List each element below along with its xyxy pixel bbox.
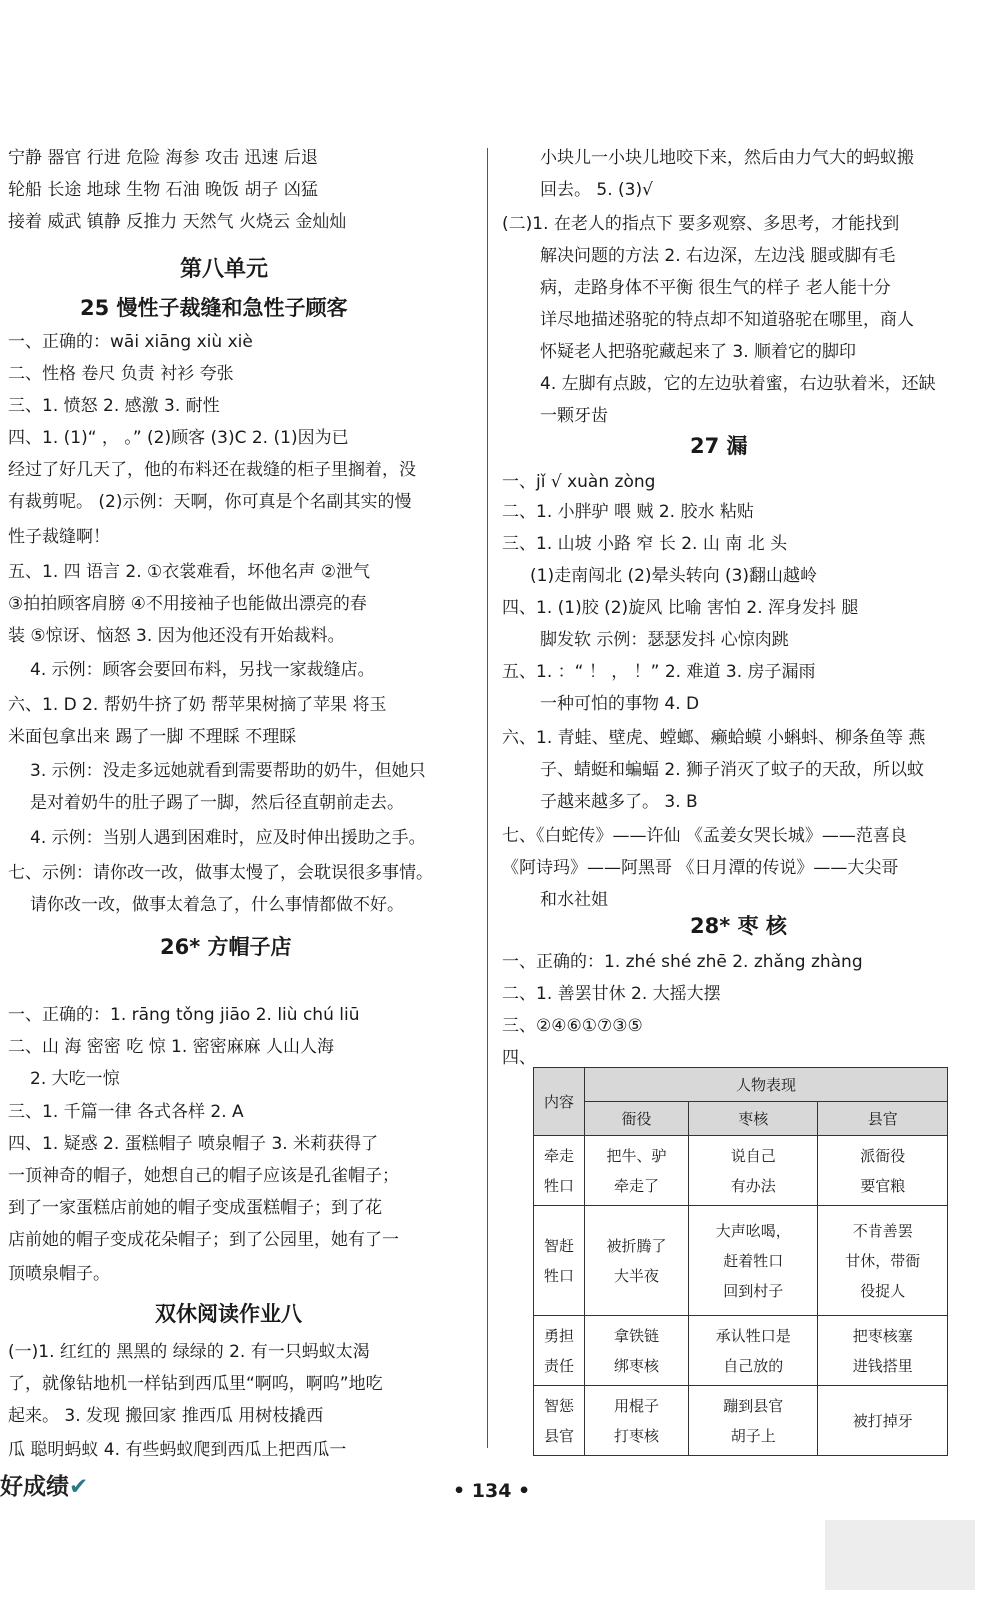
cell-line: 牵走	[543, 1146, 574, 1165]
cell-line: 牲口	[543, 1176, 574, 1195]
cell-line: 被折腾了	[606, 1236, 667, 1255]
text-line: 二、1. 善罢甘休 2. 大摇大摆	[502, 984, 721, 1004]
text-line: 2. 大吃一惊	[30, 1069, 120, 1089]
text-line: 是对着奶牛的肚子踢了一脚，然后径直朝前走去。	[30, 793, 404, 813]
table-row-label	[534, 1136, 585, 1206]
answer-table	[533, 1067, 948, 1456]
text-line: 一、jǐ √ xuàn zòng	[502, 472, 656, 492]
cell-line: 牵走了	[613, 1176, 659, 1195]
cell-line: 有办法	[730, 1176, 776, 1195]
lesson-title: 26* 方帽子店	[160, 935, 292, 959]
text-line: 二、性格 卷尺 负责 衬衫 夸张	[8, 364, 234, 384]
table-header-col: 县官	[818, 1102, 948, 1136]
text-line: (一)1. 红红的 黑黑的 绿绿的 2. 有一只蚂蚁太渴	[8, 1342, 370, 1362]
text-line: 怀疑老人把骆驼藏起来了 3. 顺着它的脚印	[540, 342, 857, 362]
cell-line: 勇担	[543, 1326, 574, 1345]
cell-line: 不肯善罢	[852, 1221, 913, 1240]
text-line: 3. 示例：没走多远她就看到需要帮助的奶牛，但她只	[30, 761, 426, 781]
lesson-title: 25 慢性子裁缝和急性子顾客	[80, 296, 348, 320]
text-line: 4. 左脚有点跛，它的左边驮着蜜，右边驮着米，还缺	[540, 374, 936, 394]
text-line: 详尽地描述骆驼的特点却不知道骆驼在哪里，商人	[540, 310, 914, 330]
text-line: 装 ⑤惊讶、恼怒 3. 因为他还没有开始裁料。	[8, 626, 345, 646]
text-line: 三、1. 山坡 小路 窄 长 2. 山 南 北 头	[502, 534, 788, 554]
table-row-label	[534, 1206, 585, 1316]
text-line: 子、蜻蜓和蝙蝠 2. 狮子消灭了蚊子的天敌，所以蚊	[540, 760, 925, 780]
section-title: 双休阅读作业八	[155, 1302, 302, 1326]
cell-line: 派衙役	[860, 1146, 906, 1165]
cell-line: 甘休，带衙	[845, 1251, 921, 1270]
text-line: 回去。 5. (3)√	[540, 180, 653, 200]
text-line: 宁静 器官 行进 危险 海参 攻击 迅速 后退	[8, 148, 318, 168]
text-line: 接着 威武 镇静 反推力 天然气 火烧云 金灿灿	[8, 212, 347, 232]
cell-line: 蹦到县官	[723, 1396, 784, 1415]
table-cell	[585, 1206, 689, 1316]
text-line: 米面包拿出来 踢了一脚 不理睬 不理睬	[8, 727, 297, 747]
page-number: • 134 •	[453, 1480, 531, 1502]
text-line: ③拍拍顾客肩膀 ④不用接袖子也能做出漂亮的春	[8, 594, 367, 614]
text-line: 小块儿一小块儿地咬下来，然后由力气大的蚂蚁搬	[540, 148, 914, 168]
cell-line: 大半夜	[613, 1266, 659, 1285]
column-divider	[487, 148, 488, 1448]
text-line: 店前她的帽子变成花朵帽子；到了公园里，她有了一	[8, 1230, 399, 1250]
cell-line: 回到村子	[723, 1281, 784, 1300]
table-row-label	[534, 1316, 585, 1386]
text-line: 起来。 3. 发现 搬回家 推西瓜 用树枝撬西	[8, 1406, 324, 1426]
cell-line: 大声吆喝，	[715, 1221, 791, 1240]
text-line: 三、②④⑥①⑦③⑤	[502, 1016, 643, 1036]
text-line: 《阿诗玛》——阿黑哥 《日月潭的传说》——大尖哥	[502, 858, 899, 878]
text-line: 顶喷泉帽子。	[8, 1264, 110, 1284]
text-line: 四、	[502, 1048, 536, 1068]
logo-text: 好成绩	[0, 1474, 69, 1500]
text-line: 病，走路身体不平衡 很生气的样子 老人能十分	[540, 278, 891, 298]
cell-line: 自己放的	[723, 1356, 784, 1375]
table-header-content: 内容	[534, 1068, 585, 1136]
cell-line: 拿铁链	[613, 1326, 659, 1345]
text-line: 四、1. (1)胶 (2)旋风 比喻 害怕 2. 浑身发抖 腿	[502, 598, 859, 618]
brand-logo	[0, 1468, 88, 1501]
text-line: 解决问题的方法 2. 右边深，左边浅 腿或脚有毛	[540, 246, 896, 266]
table-cell	[818, 1206, 948, 1316]
text-line: 经过了好几天了，他的布料还在裁缝的柜子里搁着，没	[8, 460, 416, 480]
table-header-col: 衙役	[585, 1102, 689, 1136]
text-line: (二)1. 在老人的指点下 要多观察、多思考，才能找到	[502, 214, 900, 234]
text-line: 六、1. D 2. 帮奶牛挤了奶 帮苹果树摘了苹果 将玉	[8, 695, 387, 715]
text-line: 一顶神奇的帽子，她想自己的帽子应该是孔雀帽子；	[8, 1166, 399, 1186]
watermark-logo	[825, 1520, 975, 1590]
cell-line: 智惩	[543, 1396, 574, 1415]
cell-line: 承认牲口是	[715, 1326, 791, 1345]
text-line: 七、示例：请你改一改，做事太慢了，会耽误很多事情。	[8, 863, 433, 883]
text-line: 请你改一改，做事太着急了，什么事情都做不好。	[30, 895, 404, 915]
text-line: 一、正确的：wāi xiāng xiù xiè	[8, 332, 253, 352]
text-line: 二、山 海 密密 吃 惊 1. 密密麻麻 人山人海	[8, 1037, 335, 1057]
text-line: 4. 示例：当别人遇到困难时，应及时伸出援助之手。	[30, 828, 426, 848]
table-cell	[818, 1136, 948, 1206]
table-cell	[818, 1386, 948, 1456]
table-cell	[688, 1386, 818, 1456]
table-row-label	[534, 1386, 585, 1456]
table-cell	[688, 1206, 818, 1316]
cell-line: 赶着牲口	[723, 1251, 784, 1270]
text-line: (1)走南闯北 (2)晕头转向 (3)翻山越岭	[530, 566, 818, 586]
cell-line: 绑枣核	[613, 1356, 659, 1375]
cell-line: 进钱搭里	[852, 1356, 913, 1375]
lesson-title: 28* 枣 核	[690, 914, 787, 938]
text-line: 七、《白蛇传》——许仙 《孟姜女哭长城》——范喜良	[502, 826, 907, 846]
cell-line: 责任	[543, 1356, 574, 1375]
cell-line: 役捉人	[860, 1281, 906, 1300]
text-line: 到了一家蛋糕店前她的帽子变成蛋糕帽子；到了花	[8, 1198, 382, 1218]
text-line: 三、1. 愤怒 2. 感激 3. 耐性	[8, 396, 220, 416]
text-line: 二、1. 小胖驴 喂 贼 2. 胶水 粘贴	[502, 502, 754, 522]
unit-title: 第八单元	[180, 257, 269, 282]
text-line: 五、1. ：“ ！ ， ！” 2. 难道 3. 房子漏雨	[502, 662, 816, 682]
text-line: 一颗牙齿	[540, 406, 608, 426]
table-cell	[688, 1316, 818, 1386]
text-line: 一、正确的：1. rāng tǒng jiāo 2. liù chú liū	[8, 1005, 360, 1025]
table-cell	[585, 1316, 689, 1386]
text-line: 一、正确的：1. zhé shé zhē 2. zhǎng zhàng	[502, 952, 863, 972]
text-line: 三、1. 千篇一律 各式各样 2. A	[8, 1102, 244, 1122]
table-header-group: 人物表现	[585, 1068, 948, 1102]
text-line: 性子裁缝啊！	[8, 527, 110, 547]
table-cell	[585, 1386, 689, 1456]
cell-line: 打枣核	[613, 1426, 659, 1445]
text-line: 四、1. 疑惑 2. 蛋糕帽子 喷泉帽子 3. 米莉获得了	[8, 1134, 379, 1154]
cell-line: 牲口	[543, 1266, 574, 1285]
table-cell	[688, 1136, 818, 1206]
text-line: 有裁剪呢。 (2)示例：天啊，你可真是个名副其实的慢	[8, 492, 412, 512]
text-line: 四、1. (1)“ ， 。” (2)顾客 (3)C 2. (1)因为已	[8, 428, 349, 448]
cell-line: 说自己	[730, 1146, 776, 1165]
cell-line: 被打掉牙	[852, 1411, 913, 1430]
cell-line: 把牛、驴	[606, 1146, 667, 1165]
checkmark-icon: ✔	[69, 1474, 89, 1500]
cell-line: 要官粮	[860, 1176, 906, 1195]
text-line: 脚发软 示例：瑟瑟发抖 心惊肉跳	[540, 630, 789, 650]
text-line: 轮船 长途 地球 生物 石油 晚饭 胡子 凶猛	[8, 180, 318, 200]
text-line: 子越来越多了。 3. B	[540, 792, 698, 812]
cell-line: 用棍子	[613, 1396, 659, 1415]
text-line: 五、1. 四 语言 2. ①衣裳难看，坏他名声 ②泄气	[8, 562, 370, 582]
table-header-col: 枣核	[688, 1102, 818, 1136]
text-line: 4. 示例：顾客会要回布料，另找一家裁缝店。	[30, 660, 375, 680]
cell-line: 胡子上	[730, 1426, 776, 1445]
cell-line: 把枣核塞	[852, 1326, 913, 1345]
cell-line: 县官	[543, 1426, 574, 1445]
table-cell	[818, 1316, 948, 1386]
text-line: 一种可怕的事物 4. D	[540, 694, 700, 714]
table-cell	[585, 1136, 689, 1206]
text-line: 瓜 聪明蚂蚁 4. 有些蚂蚁爬到西瓜上把西瓜一	[8, 1440, 347, 1460]
text-line: 了，就像钻地机一样钻到西瓜里“啊呜，啊呜”地吃	[8, 1374, 383, 1394]
text-line: 和水社姐	[540, 890, 608, 910]
lesson-title: 27 漏	[690, 434, 748, 458]
cell-line: 智赶	[543, 1236, 574, 1255]
text-line: 六、1. 青蛙、壁虎、螳螂、癞蛤蟆 小蝌蚪、柳条鱼等 燕	[502, 728, 926, 748]
